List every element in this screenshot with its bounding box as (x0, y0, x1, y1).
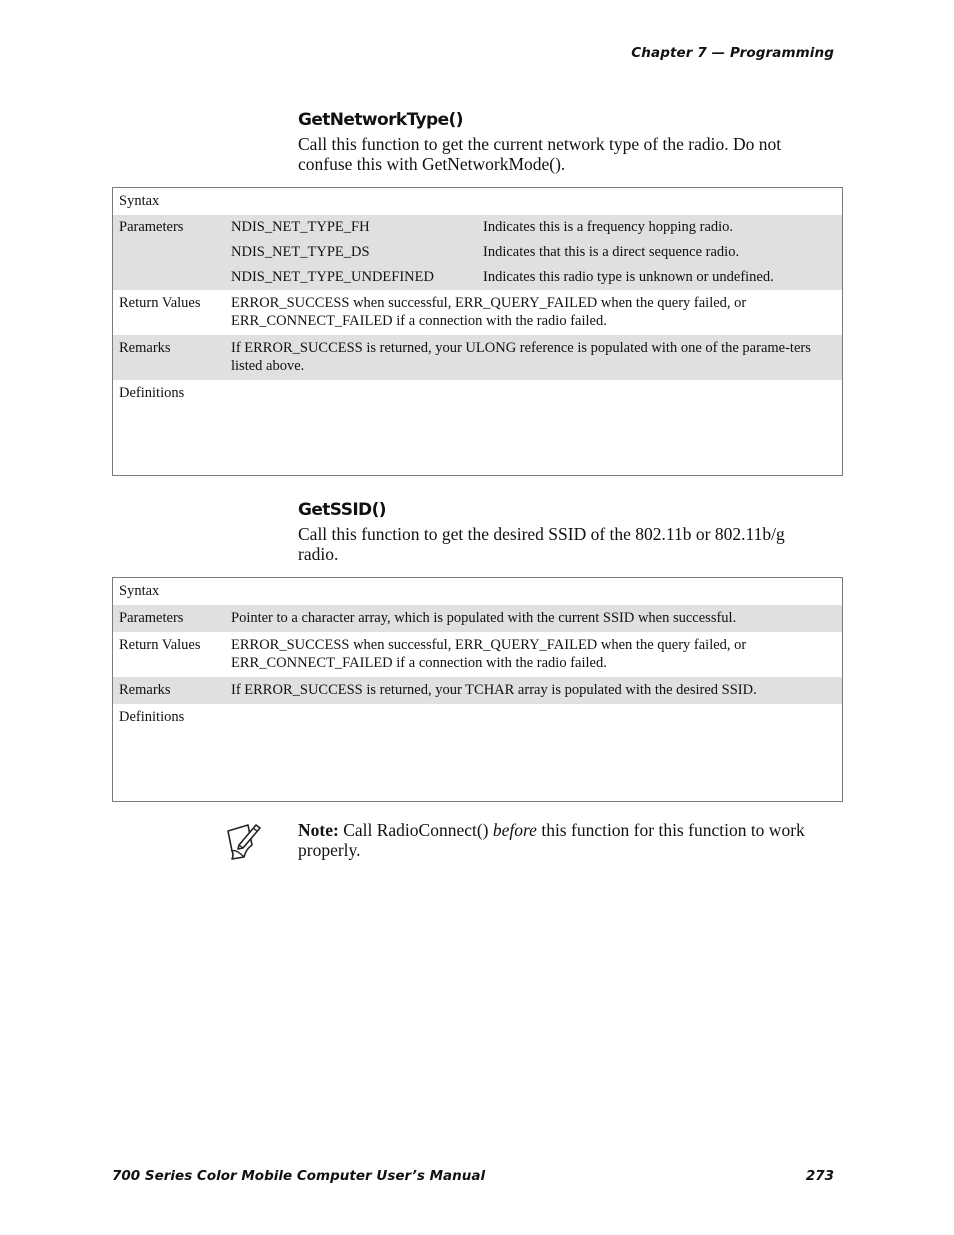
table-row (113, 188, 843, 216)
section-intro-getssid: Call this function to get the desired SSID of the 802.11b or 802.11b/g radio. (298, 524, 785, 564)
footer-page-number: 273 (805, 1168, 834, 1184)
row-label-definitions: Definitions (119, 709, 185, 725)
note-text (298, 820, 838, 860)
running-head: Chapter 7 — Programming (631, 45, 834, 61)
remarks-text: If ERROR_SUCCESS is returned, your ULONG reference is populated with one of the parame-ters listed above. (225, 335, 843, 380)
footer-manual-title: 700 Series Color Mobile Computer User’s Manual (112, 1168, 486, 1184)
parameter-item (231, 240, 836, 265)
parameter-item (231, 215, 836, 240)
parameter-desc: Indicates that this is a direct sequence radio. (483, 244, 740, 260)
parameter-desc: Indicates this is a frequency hopping radio. (483, 219, 734, 235)
parameter-name: NDIS_NET_TYPE_FH (231, 219, 370, 235)
return-values-text: ERROR_SUCCESS when successful, ERR_QUERY_FAILED when the query failed, or ERR_CONNECT_FAILED if a connection with the radio failed. (231, 637, 747, 671)
table-row (113, 578, 843, 606)
row-label-syntax: Syntax (119, 583, 160, 599)
note-text-before: Call RadioConnect() (343, 820, 489, 840)
table-row (113, 677, 843, 704)
spec-table-getnetworktype (112, 187, 843, 476)
spec-table-getssid (112, 577, 843, 802)
row-label-remarks: Remarks (113, 677, 226, 704)
table-row (113, 632, 843, 677)
section-title-getnetworktype: GetNetworkType() (298, 110, 463, 130)
table-row (113, 290, 843, 335)
section-intro-getnetworktype: Call this function to get the current network type of the radio. Do not confuse this with GetNetworkMode(). (298, 134, 782, 174)
row-label-definitions: Definitions (119, 385, 185, 401)
row-label-remarks: Remarks (113, 335, 226, 380)
note-label: Note: (298, 820, 339, 840)
parameters-list (225, 215, 843, 290)
row-label-parameters: Parameters (113, 215, 226, 290)
table-row (113, 335, 843, 380)
parameter-name: NDIS_NET_TYPE_DS (231, 244, 370, 260)
table-row (113, 605, 843, 632)
note-text-after: this function for this function to work properly. (298, 820, 805, 860)
note-pencil-icon (222, 819, 264, 861)
parameter-desc: Indicates this radio type is unknown or undefined. (483, 269, 774, 285)
table-row (113, 215, 843, 290)
note-emphasis: before (492, 820, 537, 840)
row-label-parameters: Parameters (113, 605, 226, 632)
parameter-item (231, 265, 836, 290)
row-label-return-values: Return Values (119, 295, 201, 311)
row-label-return-values: Return Values (119, 637, 201, 653)
table-row (113, 704, 843, 802)
parameters-text: Pointer to a character array, which is populated with the current SSID when successful. (225, 605, 843, 632)
table-row (113, 380, 843, 476)
parameter-name: NDIS_NET_TYPE_UNDEFINED (231, 269, 434, 285)
row-label-syntax: Syntax (119, 193, 160, 209)
section-title-getssid: GetSSID() (298, 500, 386, 520)
remarks-text: If ERROR_SUCCESS is returned, your TCHAR array is populated with the desired SSID. (225, 677, 843, 704)
return-values-text: ERROR_SUCCESS when successful, ERR_QUERY_FAILED when the query failed, or ERR_CONNECT_FAILED if a connection with the radio failed. (231, 295, 747, 329)
